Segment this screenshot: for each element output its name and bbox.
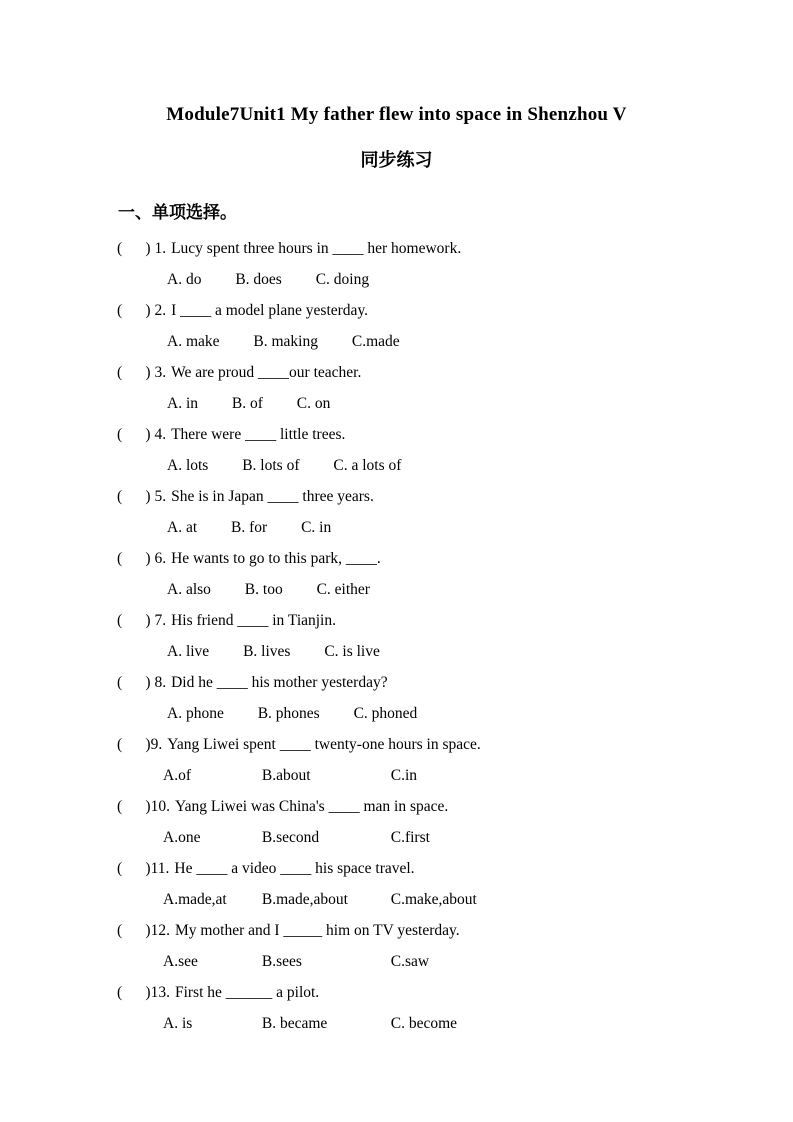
option-c: C.in [390,767,418,784]
answer-bracket: ( ) 1. [117,240,167,257]
question-row [117,791,733,853]
option-c: C. doing [315,271,370,288]
question-stem: Lucy spent three hours in ____ her homework. [171,240,462,257]
page-title: Module7Unit1 My father flew into space in Shenzhou V [166,104,627,125]
answer-bracket: ( ) 4. [117,426,167,443]
question-options [117,884,733,915]
question-row [117,729,733,791]
option-b: B. of [231,395,263,412]
option-a: A. lots [167,457,209,474]
answer-bracket: ( )12. [117,922,170,939]
answer-bracket: ( )9. [117,736,163,753]
question-stem: Yang Liwei spent ____ twenty-one hours in space. [167,736,481,753]
question-stem: He ____ a video ____ his space travel. [174,860,415,877]
option-b: B.second [261,829,320,846]
option-a: A. live [167,643,210,660]
question-row [117,605,733,667]
option-b: B. phones [257,705,320,722]
option-c: C.saw [390,953,430,970]
question-options [117,450,733,481]
option-a: A.made,at [163,891,227,908]
option-b: B.sees [261,953,302,970]
question-stem: First he ______ a pilot. [174,984,320,1001]
question-options [117,1008,733,1039]
section-heading: 一、单项选择。 [118,203,237,222]
question-options [117,574,733,605]
question-options [117,946,733,977]
option-b: B. making [253,333,318,350]
option-b: B. for [231,519,268,536]
option-c: C. in [301,519,332,536]
option-a: A. also [167,581,211,598]
answer-bracket: ( ) 7. [117,612,167,629]
option-b: B. lots of [242,457,300,474]
question-row [117,667,733,729]
answer-bracket: ( )11. [117,860,170,877]
option-c: C. phoned [353,705,418,722]
option-c: C. become [390,1015,458,1032]
option-b: B.about [261,767,311,784]
question-stem: Yang Liwei was China's ____ man in space. [174,798,449,815]
answer-bracket: ( ) 6. [117,550,167,567]
option-b: B. too [244,581,283,598]
option-a: A. at [167,519,198,536]
question-options [117,822,733,853]
question-row [117,853,733,915]
option-a: A. do [167,271,202,288]
question-options [117,512,733,543]
option-c: C. either [316,581,370,598]
option-b: B. became [261,1015,328,1032]
option-b: B. lives [243,643,291,660]
option-a: A.one [163,829,201,846]
answer-bracket: ( ) 8. [117,674,167,691]
option-a: A. phone [167,705,224,722]
option-c: C.first [390,829,430,846]
answer-bracket: ( ) 2. [117,302,167,319]
question-options [117,326,733,357]
question-stem: His friend ____ in Tianjin. [171,612,336,629]
page-subtitle: 同步练习 [360,150,433,170]
option-b: B. does [235,271,282,288]
question-stem: There were ____ little trees. [171,426,346,443]
question-stem: She is in Japan ____ three years. [171,488,374,505]
option-c: C. a lots of [333,457,402,474]
answer-bracket: ( )13. [117,984,170,1001]
question-row [117,295,733,357]
option-c: C. on [296,395,331,412]
option-c: C.made [351,333,400,350]
answer-bracket: ( )10. [117,798,170,815]
question-options [117,698,733,729]
question-row [117,481,733,543]
question-row [117,357,733,419]
question-options [117,388,733,419]
option-c: C. is live [324,643,380,660]
question-row [117,915,733,977]
question-options [117,760,733,791]
option-a: A.of [163,767,191,784]
question-stem: My mother and I _____ him on TV yesterday. [174,922,460,939]
question-stem: I ____ a model plane yesterday. [171,302,369,319]
answer-bracket: ( ) 5. [117,488,167,505]
question-stem: We are proud ____our teacher. [171,364,362,381]
question-row [117,977,733,1039]
answer-bracket: ( ) 3. [117,364,167,381]
option-b: B.made,about [261,891,348,908]
option-a: A.see [163,953,198,970]
option-a: A. is [163,1015,193,1032]
question-stem: Did he ____ his mother yesterday? [171,674,388,691]
option-a: A. make [167,333,220,350]
question-stem: He wants to go to this park, ____. [171,550,381,567]
option-a: A. in [167,395,198,412]
question-options [117,636,733,667]
question-options [117,264,733,295]
option-c: C.make,about [390,891,477,908]
question-row [117,233,733,295]
question-row [117,543,733,605]
question-list [117,233,733,1039]
question-row [117,419,733,481]
